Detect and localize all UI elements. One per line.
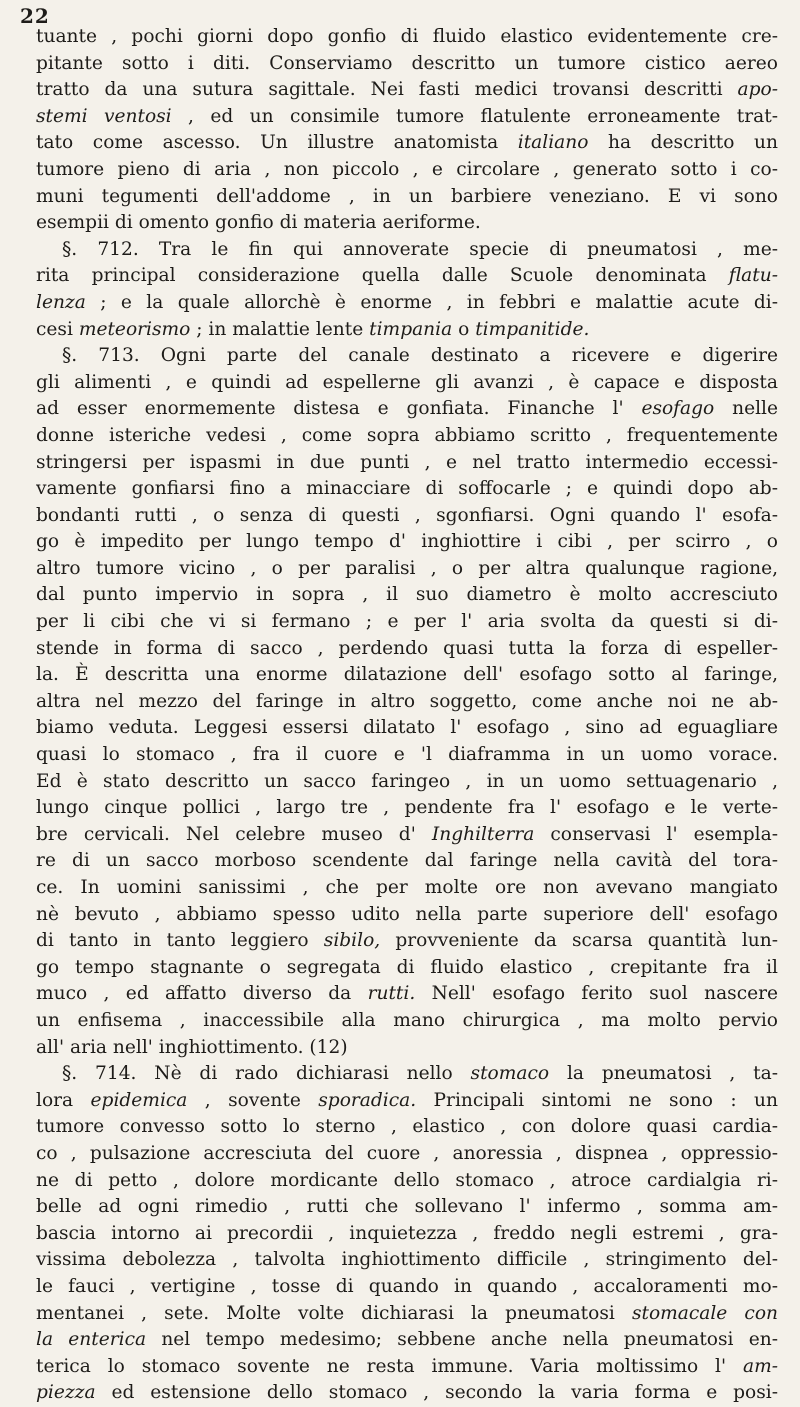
text-segment: donne isteriche vedesi , come sopra abbiamo scritto , frequentemente — [36, 424, 778, 446]
text-line — [36, 1354, 778, 1381]
text-segment: lungo cinque pollici , largo tre , pendente fra l' esofago e le verte- — [36, 797, 778, 819]
italic-term: meteorismo — [78, 318, 191, 340]
text-line — [36, 715, 778, 742]
text-segment: un enfisema , inaccessibile alla mano chirurgica , ma molto pervio — [36, 1009, 778, 1031]
italic-term: stomacale con — [631, 1302, 778, 1324]
text-segment: , sovente — [187, 1089, 319, 1111]
italic-term: stemi ventosi — [36, 105, 172, 127]
text-segment: ne di petto , dolore mordicante dello stomaco , atroce cardialgia ri- — [36, 1169, 778, 1191]
text-segment: esempii di omento gonfio di materia aeriforme. — [36, 212, 481, 234]
text-segment: Ed è stato descritto un sacco faringeo , in un uomo settuagenario , — [36, 770, 778, 792]
text-line — [36, 1380, 778, 1407]
italic-term: Inghilterra — [431, 823, 535, 845]
text-line — [36, 317, 778, 344]
text-line — [36, 1327, 778, 1354]
text-segment: la. È descritta una enorme dilatazione dell' esofago sotto al faringe, — [36, 664, 778, 686]
italic-term: timpania — [369, 318, 453, 340]
text-line — [36, 51, 778, 78]
text-line — [36, 902, 778, 929]
text-segment: muco , ed affatto diverso da — [36, 983, 368, 1005]
text-segment: stende in forma di sacco , perdendo quasi tutta la forza di espeller- — [36, 637, 778, 659]
text-segment: belle ad ogni rimedio , rutti che sollevano l' infermo , somma am- — [36, 1196, 778, 1218]
italic-term: lenza — [36, 291, 86, 313]
text-segment: , ed un consimile tumore flatulente erroneamente trat- — [171, 105, 778, 127]
text-segment: bascia intorno ai precordii , inquietezza , freddo negli estremi , gra- — [36, 1222, 778, 1244]
text-segment: §. 712. Tra le fin qui annoverate specie di pneumatosi , me- — [62, 238, 778, 260]
text-line — [36, 928, 778, 955]
text-segment: conservasi l' esempla- — [534, 823, 778, 845]
text-segment: bre cervicali. Nel celebre museo d' — [36, 823, 432, 845]
text-segment: tumore convesso sotto lo sterno , elastico , con dolore quasi cardia- — [36, 1116, 778, 1138]
text-line — [36, 848, 778, 875]
text-line — [36, 1061, 778, 1088]
italic-term: italiano — [517, 132, 589, 154]
text-segment: mentanei , sete. Molte volte dichiarasi la pneumatosi — [36, 1302, 632, 1324]
text-segment: §. 714. Nè di rado dichiarasi nello — [62, 1063, 471, 1085]
text-line — [36, 955, 778, 982]
text-line — [36, 157, 778, 184]
text-segment: tato come ascesso. Un illustre anatomista — [36, 132, 518, 154]
text-line — [36, 981, 778, 1008]
text-line — [36, 1168, 778, 1195]
text-segment: nel tempo medesimo; sebbene anche nella pneumatosi en- — [146, 1329, 778, 1351]
text-segment: §. 713. Ogni parte del canale destinato a ricevere e digerire — [62, 345, 778, 367]
italic-term: stomaco — [470, 1063, 550, 1085]
text-line — [36, 1221, 778, 1248]
italic-term: la enterica — [36, 1329, 147, 1351]
text-line — [36, 1274, 778, 1301]
text-line — [36, 609, 778, 636]
text-segment: ce. In uomini sanissimi , che per molte ore non avevano mangiato — [36, 877, 778, 898]
text-segment: ha descritto un — [588, 132, 778, 154]
text-line — [36, 1088, 778, 1115]
text-line — [36, 290, 778, 317]
text-line — [36, 875, 778, 902]
text-segment: pitante sotto i diti. Conserviamo descritto un tumore cistico aereo — [36, 52, 778, 74]
text-line — [36, 769, 778, 796]
text-segment: ad esser enormemente distesa e gonfiata. Finanche l' — [36, 398, 642, 420]
text-segment: dal punto impervio in sopra , il suo diametro è molto accresciuto — [36, 584, 778, 606]
text-segment: co , pulsazione accresciuta del cuore , anoressia , dispnea , oppressio- — [36, 1142, 778, 1164]
text-segment: go tempo stagnante o segregata di fluido elastico , crepitante fra il — [36, 956, 778, 978]
text-line — [36, 742, 778, 769]
text-line — [36, 1301, 778, 1328]
text-segment: gli alimenti , e quindi ad espellerne gli avanzi , è capace e disposta — [36, 371, 778, 393]
italic-term: esofago — [641, 398, 715, 420]
text-line — [36, 476, 778, 503]
text-segment: lora — [36, 1089, 91, 1111]
italic-term: am- — [743, 1355, 778, 1377]
text-line — [36, 104, 778, 131]
text-line — [36, 237, 778, 264]
text-line — [36, 556, 778, 583]
text-segment: all' aria nell' inghiottimento. (12) — [36, 1036, 348, 1058]
text-line — [36, 210, 778, 237]
text-segment: Nell' esofago ferito suol nascere — [415, 983, 778, 1005]
italic-term: flatu- — [728, 265, 778, 287]
text-segment: per li cibi che vi si fermano ; e per l' aria svolta da questi si di- — [36, 611, 778, 633]
text-line — [36, 450, 778, 477]
text-segment: nelle — [714, 398, 778, 420]
text-line — [36, 795, 778, 822]
text-segment: Principali sintomi ne sono : un — [416, 1089, 778, 1111]
text-segment: biamo veduta. Leggesi essersi dilatato l' esofago , sino ad eguagliare — [36, 717, 778, 739]
text-segment: vamente gonfiarsi fino a minacciare di soffocarle ; e quindi dopo ab- — [36, 478, 778, 500]
text-segment: nè bevuto , abbiamo spesso udito nella parte superiore dell' esofago — [36, 903, 778, 925]
text-line — [36, 130, 778, 157]
text-line — [36, 1194, 778, 1221]
text-line — [36, 370, 778, 397]
text-segment: terica lo stomaco sovente ne resta immune. Varia moltissimo l' — [36, 1355, 743, 1377]
text-segment: la pneumatosi , ta- — [549, 1063, 778, 1085]
italic-term: apo- — [737, 79, 778, 101]
text-line — [36, 1247, 778, 1274]
text-line — [36, 184, 778, 211]
text-segment: muni tegumenti dell'addome , in un barbiere veneziano. E vi sono — [36, 185, 778, 207]
text-line — [36, 1114, 778, 1141]
italic-term: sporadica. — [318, 1089, 417, 1111]
italic-term: timpanitide. — [475, 318, 590, 340]
text-segment: tratto da una sutura sagittale. Nei fasti medici trovansi descritti — [36, 79, 738, 101]
text-line — [36, 24, 778, 51]
text-line — [36, 396, 778, 423]
text-segment: ed estensione dello stomaco , secondo la varia forma e posi- — [95, 1382, 778, 1404]
text-segment: ; in malattie lente — [190, 318, 370, 340]
text-line — [36, 529, 778, 556]
text-line — [36, 1141, 778, 1168]
text-segment: re di un sacco morboso scendente dal faringe nella cavità del tora- — [36, 850, 778, 872]
italic-term: epidemica — [90, 1089, 188, 1111]
text-segment: bondanti rutti , o senza di questi , sgonfiarsi. Ogni quando l' esofa- — [36, 504, 778, 526]
text-segment: altro tumore vicino , o per paralisi , o per altra qualunque ragione, — [36, 557, 778, 579]
text-line — [36, 689, 778, 716]
body-text — [36, 24, 778, 1407]
text-segment: o — [452, 318, 476, 340]
text-line — [36, 263, 778, 290]
text-line — [36, 1035, 778, 1062]
text-segment: vissima debolezza , talvolta inghiottimento difficile , stringimento del- — [36, 1249, 778, 1271]
text-segment: quasi lo stomaco , fra il cuore e 'l diaframma in un uomo vorace. — [36, 744, 778, 766]
text-segment: cesi — [36, 318, 79, 340]
text-segment: altra nel mezzo del faringe in altro soggetto, come anche noi ne ab- — [36, 690, 778, 712]
italic-term: rutti. — [367, 983, 416, 1005]
text-line — [36, 423, 778, 450]
text-segment: provveniente da scarsa quantità lun- — [380, 930, 778, 952]
text-line — [36, 503, 778, 530]
text-line — [36, 822, 778, 849]
text-line — [36, 77, 778, 104]
text-line — [36, 662, 778, 689]
page-number: 22 — [20, 4, 50, 28]
text-segment: ; e la quale allorchè è enorme , in febbri e malattie acute di- — [85, 291, 778, 313]
text-line — [36, 636, 778, 663]
text-segment: rita principal considerazione quella dalle Scuole denominata — [36, 265, 729, 287]
italic-term: sibilo, — [323, 930, 381, 952]
text-line — [36, 582, 778, 609]
text-segment: di tanto in tanto leggiero — [36, 930, 324, 952]
text-segment: le fauci , vertigine , tosse di quando in quando , accaloramenti mo- — [36, 1275, 778, 1297]
text-segment: stringersi per ispasmi in due punti , e nel tratto intermedio eccessi- — [36, 451, 778, 473]
text-line — [36, 343, 778, 370]
italic-term: piezza — [36, 1382, 96, 1404]
text-line — [36, 1008, 778, 1035]
text-segment: tumore pieno di aria , non piccolo , e circolare , generato sotto i co- — [36, 158, 778, 180]
text-segment: go è impedito per lungo tempo d' inghiottire i cibi , per scirro , o — [36, 531, 778, 553]
text-segment: tuante , pochi giorni dopo gonfio di fluido elastico evidentemente cre- — [36, 26, 778, 47]
